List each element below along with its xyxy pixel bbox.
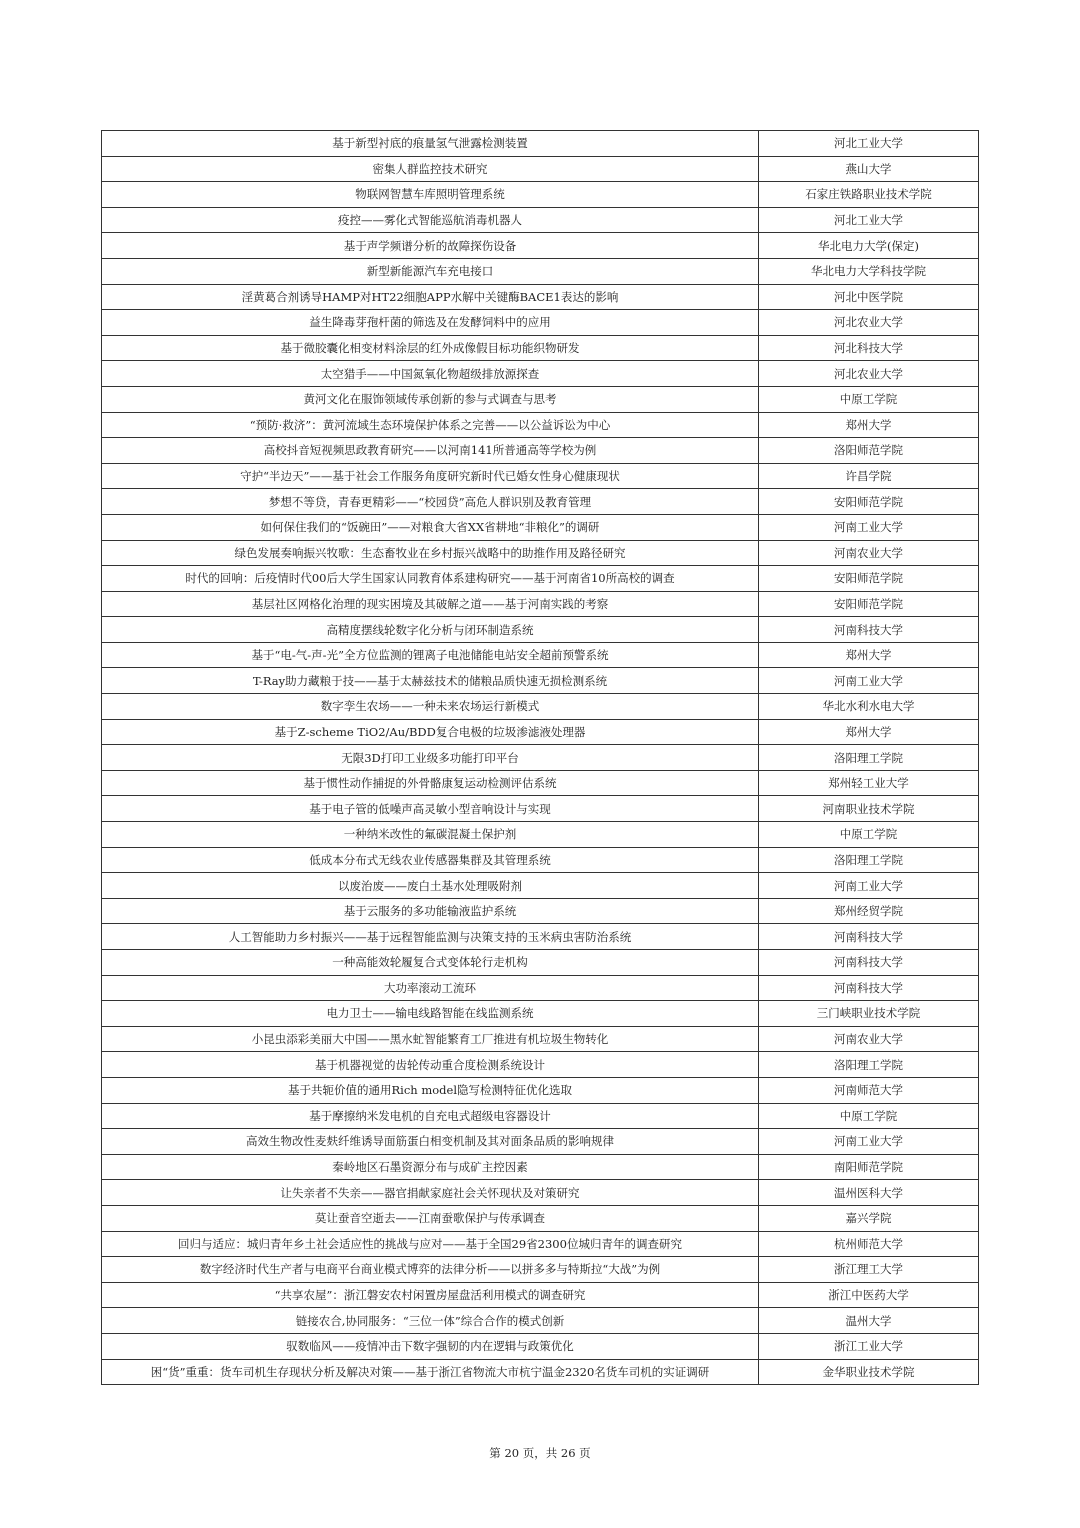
project-title-cell: 高效生物改性麦麸纤维诱导面筋蛋白相变机制及其对面条品质的影响规律 xyxy=(102,1129,759,1155)
school-cell: 郑州大学 xyxy=(759,719,979,745)
school-cell: 河南科技大学 xyxy=(759,617,979,643)
project-title-cell: 基于惯性动作捕捉的外骨骼康复运动检测评估系统 xyxy=(102,770,759,796)
school-cell: 河北科技大学 xyxy=(759,335,979,361)
school-cell: 河北中医学院 xyxy=(759,284,979,310)
project-title-cell: 梦想不等贷，青春更精彩——“校园贷”高危人群识别及教育管理 xyxy=(102,489,759,515)
table-row xyxy=(102,438,979,464)
school-cell: 河南职业技术学院 xyxy=(759,796,979,822)
project-title-cell: 小昆虫添彩美丽大中国——黑水虻智能繁育工厂推进有机垃圾生物转化 xyxy=(102,1026,759,1052)
table-row xyxy=(102,898,979,924)
school-cell: 温州医科大学 xyxy=(759,1180,979,1206)
table-row xyxy=(102,924,979,950)
project-title-cell: 基于电子管的低噪声高灵敏小型音响设计与实现 xyxy=(102,796,759,822)
table-row xyxy=(102,1257,979,1283)
project-title-cell: 高校抖音短视频思政教育研究——以河南141所普通高等学校为例 xyxy=(102,438,759,464)
table-row xyxy=(102,1333,979,1359)
table-row xyxy=(102,950,979,976)
table-row xyxy=(102,1129,979,1155)
project-title-cell: 无限3D打印工业级多功能打印平台 xyxy=(102,745,759,771)
project-title-cell: “共享农屋”：浙江磐安农村闲置房屋盘活利用模式的调查研究 xyxy=(102,1282,759,1308)
table-row xyxy=(102,745,979,771)
school-cell: 安阳师范学院 xyxy=(759,566,979,592)
project-title-cell: 守护“半边天”——基于社会工作服务角度研究新时代已婚女性身心健康现状 xyxy=(102,463,759,489)
table-row xyxy=(102,719,979,745)
school-cell: 洛阳理工学院 xyxy=(759,745,979,771)
project-title-cell: 太空猎手——中国氮氧化物超级排放源探查 xyxy=(102,361,759,387)
school-cell: 许昌学院 xyxy=(759,463,979,489)
table-row xyxy=(102,310,979,336)
project-title-cell: 驭数临风——疫情冲击下数字强韧的内在逻辑与政策优化 xyxy=(102,1333,759,1359)
school-cell: 杭州师范大学 xyxy=(759,1231,979,1257)
table-row xyxy=(102,514,979,540)
school-cell: 石家庄铁路职业技术学院 xyxy=(759,182,979,208)
school-cell: 郑州经贸学院 xyxy=(759,898,979,924)
project-title-cell: 秦岭地区石墨资源分布与成矿主控因素 xyxy=(102,1154,759,1180)
table-row xyxy=(102,156,979,182)
table-row xyxy=(102,489,979,515)
school-cell: 河南工业大学 xyxy=(759,1129,979,1155)
table-row xyxy=(102,1180,979,1206)
project-title-cell: 基于新型衬底的痕量氢气泄露检测装置 xyxy=(102,131,759,157)
table-row xyxy=(102,540,979,566)
table-row xyxy=(102,1077,979,1103)
project-title-cell: 时代的回响：后疫情时代00后大学生国家认同教育体系建构研究——基于河南省10所高校的调查 xyxy=(102,566,759,592)
school-cell: 河北农业大学 xyxy=(759,361,979,387)
table-row xyxy=(102,233,979,259)
school-cell: 河北工业大学 xyxy=(759,131,979,157)
table-row xyxy=(102,1231,979,1257)
school-cell: 安阳师范学院 xyxy=(759,591,979,617)
project-title-cell: 低成本分布式无线农业传感器集群及其管理系统 xyxy=(102,847,759,873)
project-title-cell: 人工智能助力乡村振兴——基于远程智能监测与决策支持的玉米病虫害防治系统 xyxy=(102,924,759,950)
project-title-cell: 让失亲者不失亲——器官捐献家庭社会关怀现状及对策研究 xyxy=(102,1180,759,1206)
table-row xyxy=(102,258,979,284)
project-title-cell: 基于摩擦纳米发电机的自充电式超级电容器设计 xyxy=(102,1103,759,1129)
school-cell: 河南科技大学 xyxy=(759,950,979,976)
table-row xyxy=(102,284,979,310)
school-cell: 河北农业大学 xyxy=(759,310,979,336)
school-cell: 河南师范大学 xyxy=(759,1077,979,1103)
project-title-cell: 数字孪生农场——一种未来农场运行新模式 xyxy=(102,694,759,720)
school-cell: 中原工学院 xyxy=(759,386,979,412)
school-cell: 河北工业大学 xyxy=(759,207,979,233)
school-cell: 华北电力大学科技学院 xyxy=(759,258,979,284)
project-title-cell: 黄河文化在服饰领域传承创新的参与式调查与思考 xyxy=(102,386,759,412)
table-row xyxy=(102,1052,979,1078)
school-cell: 南阳师范学院 xyxy=(759,1154,979,1180)
project-title-cell: “预防·救济”：黄河流域生态环境保护体系之完善——以公益诉讼为中心 xyxy=(102,412,759,438)
project-title-cell: 回归与适应：城归青年乡土社会适应性的挑战与应对——基于全国29省2300位城归青年的调查研究 xyxy=(102,1231,759,1257)
school-cell: 安阳师范学院 xyxy=(759,489,979,515)
project-title-cell: 如何保住我们的“饭碗田”——对粮食大省XX省耕地“非粮化”的调研 xyxy=(102,514,759,540)
table-row xyxy=(102,617,979,643)
project-title-cell: 数字经济时代生产者与电商平台商业模式博弈的法律分析——以拼多多与特斯拉“大战”为例 xyxy=(102,1257,759,1283)
table-row xyxy=(102,361,979,387)
school-cell: 中原工学院 xyxy=(759,1103,979,1129)
project-title-cell: 以废治废——废白土基水处理吸附剂 xyxy=(102,873,759,899)
project-title-cell: 淫黄葛合剂诱导HAMP对HT22细胞APP水解中关键酶BACE1表达的影响 xyxy=(102,284,759,310)
school-cell: 浙江理工大学 xyxy=(759,1257,979,1283)
table-row xyxy=(102,847,979,873)
project-title-cell: 基于Z-scheme TiO2/Au/BDD复合电极的垃圾渗滤液处理器 xyxy=(102,719,759,745)
project-title-cell: 物联网智慧车库照明管理系统 xyxy=(102,182,759,208)
school-cell: 洛阳理工学院 xyxy=(759,847,979,873)
table-row xyxy=(102,694,979,720)
project-title-cell: 一种纳米改性的氟碳混凝土保护剂 xyxy=(102,822,759,848)
project-title-cell: 链接农合,协同服务：“三位一体”综合合作的模式创新 xyxy=(102,1308,759,1334)
project-title-cell: 密集人群监控技术研究 xyxy=(102,156,759,182)
school-cell: 华北水利水电大学 xyxy=(759,694,979,720)
project-title-cell: 新型新能源汽车充电接口 xyxy=(102,258,759,284)
table-row xyxy=(102,1205,979,1231)
school-cell: 金华职业技术学院 xyxy=(759,1359,979,1385)
table-row xyxy=(102,1026,979,1052)
table-row xyxy=(102,207,979,233)
school-cell: 浙江中医药大学 xyxy=(759,1282,979,1308)
project-title-cell: 基于“电-气-声-光”全方位监测的锂离子电池储能电站安全超前预警系统 xyxy=(102,642,759,668)
table-row xyxy=(102,1103,979,1129)
project-title-cell: 电力卫士——输电线路智能在线监测系统 xyxy=(102,1001,759,1027)
school-cell: 浙江工业大学 xyxy=(759,1333,979,1359)
table-row xyxy=(102,642,979,668)
table-row xyxy=(102,975,979,1001)
project-title-cell: 基于云服务的多功能输液监护系统 xyxy=(102,898,759,924)
table-row xyxy=(102,822,979,848)
table-row xyxy=(102,463,979,489)
table-row xyxy=(102,182,979,208)
project-title-cell: 益生降毒芽孢杆菌的筛选及在发酵饲料中的应用 xyxy=(102,310,759,336)
table-row xyxy=(102,1359,979,1385)
table-row xyxy=(102,566,979,592)
table-body xyxy=(102,131,979,1385)
school-cell: 河南工业大学 xyxy=(759,514,979,540)
school-cell: 温州大学 xyxy=(759,1308,979,1334)
table-row xyxy=(102,131,979,157)
project-title-cell: 疫控——雾化式智能巡航消毒机器人 xyxy=(102,207,759,233)
project-title-cell: 高精度摆线轮数字化分析与闭环制造系统 xyxy=(102,617,759,643)
project-title-cell: 基于共轭价值的通用Rich model隐写检测特征优化选取 xyxy=(102,1077,759,1103)
school-cell: 中原工学院 xyxy=(759,822,979,848)
school-cell: 三门峡职业技术学院 xyxy=(759,1001,979,1027)
school-cell: 嘉兴学院 xyxy=(759,1205,979,1231)
school-cell: 华北电力大学(保定) xyxy=(759,233,979,259)
school-cell: 河南工业大学 xyxy=(759,668,979,694)
table-row xyxy=(102,873,979,899)
school-cell: 郑州大学 xyxy=(759,412,979,438)
table-row xyxy=(102,591,979,617)
school-cell: 洛阳师范学院 xyxy=(759,438,979,464)
table-row xyxy=(102,1154,979,1180)
table-row xyxy=(102,335,979,361)
table-row xyxy=(102,386,979,412)
table-row xyxy=(102,412,979,438)
table-row xyxy=(102,668,979,694)
school-cell: 河南农业大学 xyxy=(759,540,979,566)
project-title-cell: 莫让蚕音空逝去——江南蚕歌保护与传承调查 xyxy=(102,1205,759,1231)
project-title-cell: 绿色发展奏响振兴牧歌：生态畜牧业在乡村振兴战略中的助推作用及路径研究 xyxy=(102,540,759,566)
school-cell: 郑州轻工业大学 xyxy=(759,770,979,796)
project-title-cell: 基层社区网格化治理的现实困境及其破解之道——基于河南实践的考察 xyxy=(102,591,759,617)
table-row xyxy=(102,796,979,822)
project-title-cell: T-Ray助力藏粮于技——基于太赫兹技术的储粮品质快速无损检测系统 xyxy=(102,668,759,694)
table-row xyxy=(102,770,979,796)
project-title-cell: 基于声学频谱分析的故障探伤设备 xyxy=(102,233,759,259)
school-cell: 河南工业大学 xyxy=(759,873,979,899)
project-title-cell: 一种高能效轮履复合式变体轮行走机构 xyxy=(102,950,759,976)
school-cell: 郑州大学 xyxy=(759,642,979,668)
page-number: 第 20 页，共 26 页 xyxy=(489,1446,591,1460)
school-cell: 燕山大学 xyxy=(759,156,979,182)
project-title-cell: 困“货”重重：货车司机生存现状分析及解决对策——基于浙江省物流大市杭宁温金2320名货车司机的实证调研 xyxy=(102,1359,759,1385)
project-title-cell: 基于微胶囊化相变材料涂层的红外成像假目标功能织物研发 xyxy=(102,335,759,361)
school-cell: 河南科技大学 xyxy=(759,975,979,1001)
table-row xyxy=(102,1001,979,1027)
school-cell: 洛阳理工学院 xyxy=(759,1052,979,1078)
school-cell: 河南科技大学 xyxy=(759,924,979,950)
project-title-cell: 大功率滚动工流环 xyxy=(102,975,759,1001)
table-row xyxy=(102,1282,979,1308)
project-title-cell: 基于机器视觉的齿轮传动重合度检测系统设计 xyxy=(102,1052,759,1078)
school-cell: 河南农业大学 xyxy=(759,1026,979,1052)
award-table xyxy=(101,130,979,1385)
table-row xyxy=(102,1308,979,1334)
